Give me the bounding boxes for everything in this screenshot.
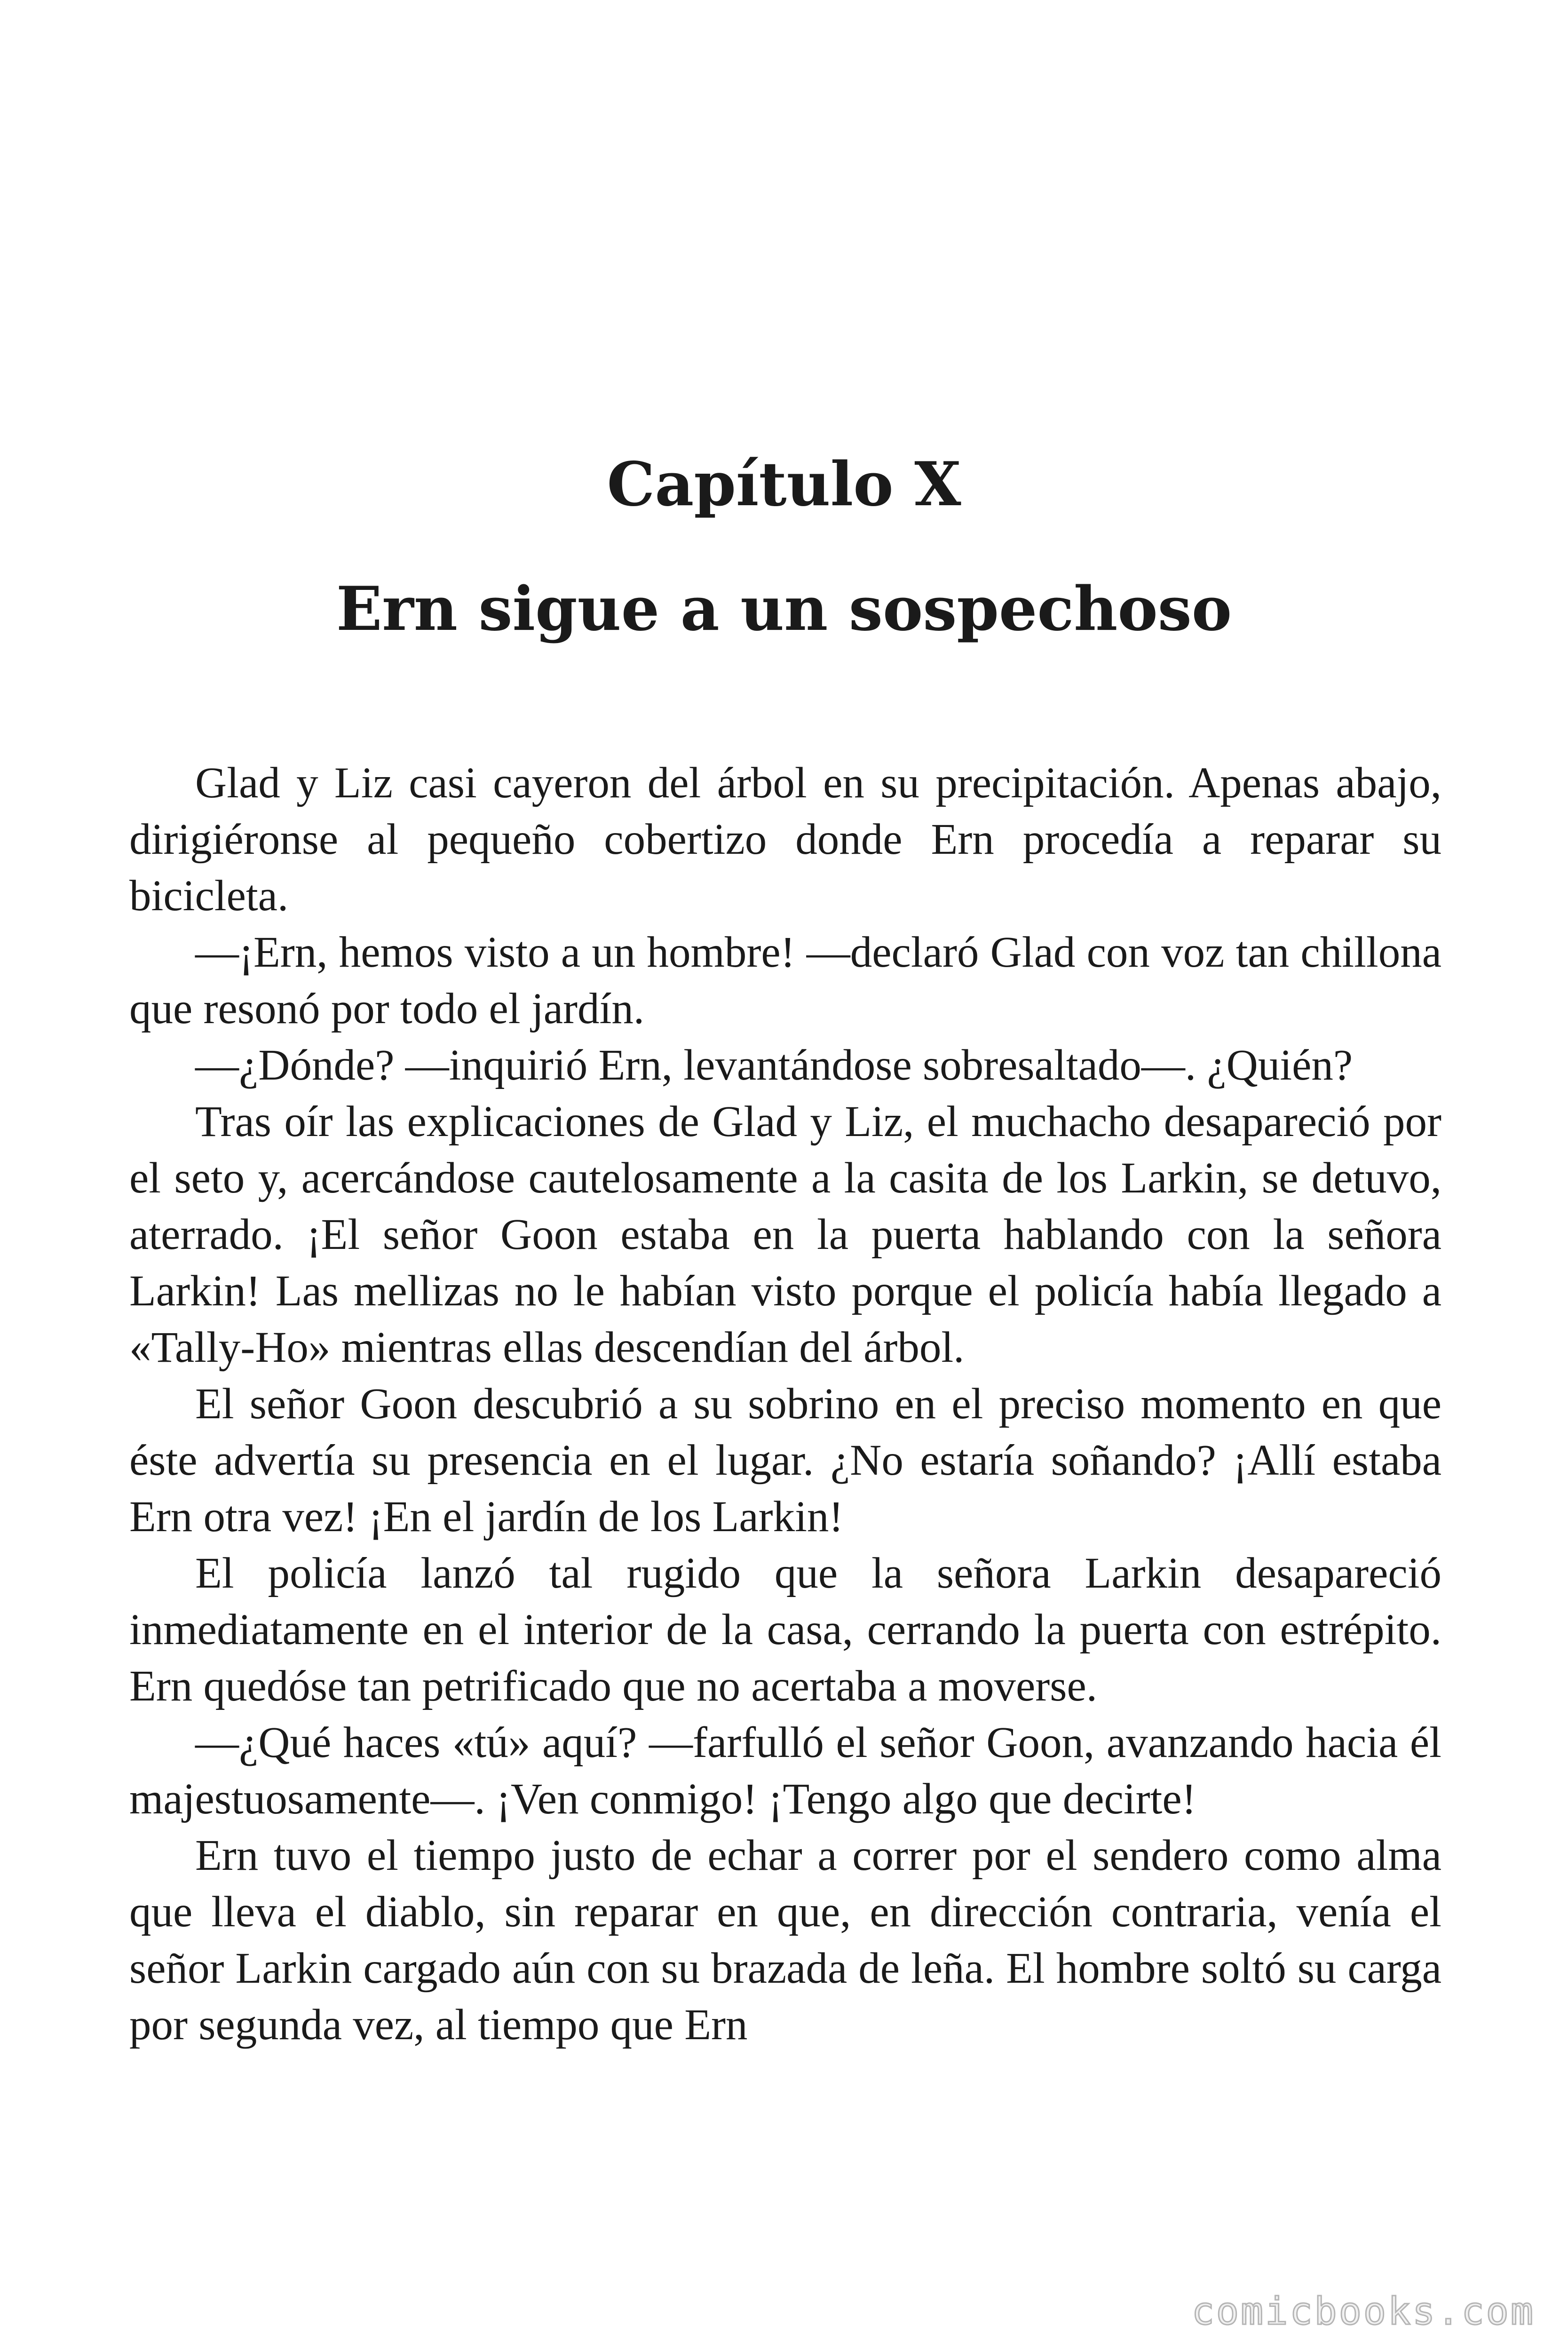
watermark: comicbooks.com [1191, 2289, 1535, 2333]
chapter-body [129, 755, 1441, 2053]
paragraph: Tras oír las explicaciones de Glad y Liz, el muchacho desapareció por el seto y, acercándose cautelosamente a la casita de los Larkin, se detuvo, aterrado. ¡El señor Goon estaba en la puerta hablando con la señora Larkin! Las mellizas no le habían visto porque el policía había llegado a «Tally-Ho» mientras ellas descendían del árbol. [129, 1097, 1441, 1372]
paragraph: Ern tuvo el tiempo justo de echar a correr por el sendero como alma que lleva el diablo, sin reparar en que, en dirección contraria, venía el señor Larkin cargado aún con su brazada de leña. El hombre soltó su carga por segunda vez, al tiempo que Ern [129, 1831, 1441, 2049]
paragraph: Glad y Liz casi cayeron del árbol en su precipitación. Apenas abajo, dirigiéronse al pequeño cobertizo donde Ern procedía a reparar su bicicleta. [129, 759, 1441, 920]
paragraph: —¿Qué haces «tú» aquí? —farfulló el señor Goon, avanzando hacia él majestuosamente—. ¡Ven conmigo! ¡Tengo algo que decirte! [129, 1718, 1441, 1823]
chapter-title: Ern sigue a un sospechoso [336, 574, 1232, 644]
paragraph: El policía lanzó tal rugido que la señora Larkin desapareció inmediatamente en el interior de la casa, cerrando la puerta con estrépito. Ern quedóse tan petrificado que no acertaba a moverse. [129, 1549, 1441, 1710]
paragraph: El señor Goon descubrió a su sobrino en el preciso momento en que éste advertía su presencia en el lugar. ¿No estaría soñando? ¡Allí estaba Ern otra vez! ¡En el jardín de los Larkin! [129, 1380, 1441, 1541]
paragraph: —¡Ern, hemos visto a un hombre! —declaró Glad con voz tan chillona que resonó por todo el jardín. [129, 928, 1441, 1033]
chapter-number: Capítulo X [607, 449, 961, 520]
paragraph: —¿Dónde? —inquirió Ern, levantándose sobresaltado—. ¿Quién? [195, 1041, 1353, 1089]
